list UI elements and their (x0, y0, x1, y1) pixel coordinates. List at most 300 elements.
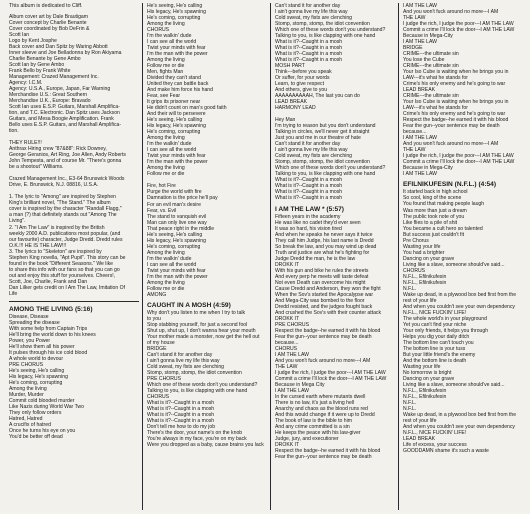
text-line: It grips its prisoner near (147, 99, 201, 106)
text-line: Follow me or die (147, 171, 185, 178)
text-line: I'm trying to reason but you don't understand (275, 123, 376, 130)
divider (9, 301, 139, 302)
text-line: And every perp he meets will taste defeat (275, 273, 369, 280)
text-line: But success just couldn't fit (403, 231, 464, 238)
text-line: Helps you dig your daily ditch (403, 333, 470, 340)
text-line: It pulses through his ice cold blood (9, 349, 88, 356)
text-line: Cold sweat, my fists are clenching (147, 363, 225, 370)
text-line: I judge the rich, I judge the poor---I AM THE LAW (403, 153, 514, 160)
text-line: Anarchy and chaos as the blood runs red (275, 406, 368, 412)
text-line: Dredd resisted, and the judges fought back (275, 303, 373, 310)
text-line: Stomp, stomp, stomp, the idiot convention (147, 369, 242, 376)
text-line: Anthrax Hiring crew "87&88": Rick Downey, (9, 146, 107, 153)
text-line: 1. The lyric to "Among" are inspired by Stephen (9, 194, 116, 201)
text-line: What is it?--Caught in a mosh (147, 418, 215, 425)
text-line: DROKK IT (275, 315, 300, 322)
lyrics-block (403, 189, 523, 454)
text-line: THEY RULE!!! (9, 140, 42, 147)
text-line: Twist your minds with fear (147, 267, 206, 274)
text-line: The public took note of you (403, 213, 465, 220)
text-line: Crime's his only enemy and he's going to war (403, 111, 506, 118)
text-line: Hey Man (275, 117, 296, 124)
text-line: LAW---it's what he stands for (403, 105, 468, 112)
text-line: I'm the walkin' dude (147, 255, 192, 262)
text-line: Why don't you listen to me when I try to talk (147, 309, 246, 316)
text-line: AAAAAAAAAAH, The last you can do (275, 93, 360, 100)
text-line: found in the book "Different Seasons." We like (9, 260, 113, 267)
text-line: I ain't gonna live my life this way (147, 357, 220, 364)
text-line: Which one of these words don't you understand? (275, 27, 386, 34)
text-line: I AM THE LAW (403, 171, 437, 178)
text-line: Management: Crazed Management Inc. (9, 74, 99, 81)
text-line: N.F.L., Efilnikufesin (403, 279, 447, 286)
text-line: But your little friend's the enemy (403, 351, 476, 358)
text-line: I ain't gonna live my life this way (275, 147, 348, 154)
text-line: Album cover art by Dale Brautigam (9, 14, 88, 20)
text-line: Stop stabbing yourself, for just a second fool (147, 321, 248, 328)
text-line: With his gun and bike he rules the streets (275, 267, 369, 274)
text-line: Dan Lilker gets credit on I Am The Law, Imitation Of (9, 284, 125, 291)
text-line: And Mega-City was bombed to the floor (275, 297, 365, 304)
text-line: I can see all the world (147, 261, 197, 268)
text-line: Among the living (147, 21, 185, 28)
text-line: He's seeing, He's calling (9, 367, 65, 374)
text-line: Wasting your life (403, 363, 441, 370)
text-line: I judge the rich, I judge the poor---I AM THE LAW (403, 21, 514, 28)
text-line: N.F.L., Efilnikufesin (403, 393, 447, 400)
text-line: Follow me or die (147, 63, 185, 70)
text-line: Crazed Management Inc., E3-64 Brunswick Woods (9, 176, 125, 183)
text-line: The book of law is the bible to him (275, 418, 353, 425)
song-title: CAUGHT IN A MOSH (4:59) (147, 301, 231, 309)
text-line: Cover concept by Charlie Benante (9, 20, 87, 27)
text-line: What is it?--Caught in a mosh (275, 45, 343, 52)
text-line: Man can only live one way (147, 219, 207, 226)
text-line: CHORUS (403, 267, 426, 274)
text-line: Frank Bello by Frank White (9, 68, 71, 75)
text-line: Wasting your life (403, 243, 441, 250)
text-line: HARMONY LEAD (275, 105, 316, 112)
text-line: CRIME---the ultimate sin (403, 51, 459, 58)
text-line: BRIDGE (147, 345, 167, 352)
text-line: They only follow orders (9, 409, 62, 416)
text-line: In the cursed earth where mutants dwell (275, 393, 366, 400)
text-line: Truth and justice are what he's fighting for (275, 249, 370, 256)
text-line: Or suffer, for your words (275, 75, 330, 82)
text-line: Damnation is the price he'll pay (147, 195, 218, 202)
text-line: because... (275, 339, 299, 346)
text-line: You found that making people laugh (403, 201, 485, 208)
text-line: Commit a crime I'll lock the door---I AM THE LAW (403, 27, 515, 34)
text-line: Judge Dredd the man, he is the law (275, 255, 356, 262)
text-line: CRIME---the ultimate sin (403, 63, 459, 70)
text-line: What is it?--Caught in a mosh (275, 195, 343, 202)
text-line: A whole world to devour (9, 355, 64, 362)
text-line: Shut up, shut up, I don't wanna hear your mouth (147, 327, 256, 334)
text-line: Merchandise U.K., Europe: Bravado (9, 98, 91, 105)
text-line: And make him force his hand (147, 87, 213, 94)
text-line: Like flies to a pile of shit (403, 219, 458, 226)
text-line: LEAD BREAK (275, 99, 307, 106)
text-line: You'd be better off dead (9, 434, 63, 440)
text-line: United they can battle back (147, 81, 209, 88)
text-line: Living like a slave, someone should've said... (403, 261, 505, 268)
text-line: Drive, E. Brunswick, N.J. 08816, U.S.A. (9, 182, 99, 189)
text-line: Not even Death can overcome his might (275, 279, 366, 286)
text-line: Fifteen years in the academy (275, 213, 341, 220)
text-line: What is it?--Caught in a mosh (147, 406, 215, 412)
text-line: Your Iso Cube is waiting when he brings you in (403, 69, 509, 76)
text-line: a man (?) that definitely stands out "Among The (9, 212, 117, 219)
text-line: of my house (147, 339, 175, 346)
text-line: And you won't fuck around no more---I AM (403, 9, 499, 16)
text-line: Judge, jury, and executioner (275, 436, 339, 443)
text-line: N.F.L., Efilnikufesin (403, 273, 447, 280)
text-line: That peace right in the middle (147, 225, 215, 232)
text-line: I AM THE LAW (275, 387, 309, 394)
text-line: Respect the badge--he earned it with his blood (403, 117, 509, 124)
text-line: He'll show them all his power (9, 343, 75, 350)
lyrics-block (147, 3, 267, 298)
text-line: There's the door, your name's on the knob (147, 430, 243, 437)
text-line: LEAD BREAK (403, 436, 435, 443)
text-line: He was like no cadet they'd ever seen (275, 219, 361, 226)
text-line: Among the living (147, 165, 185, 172)
text-line: I'm the man with the power (147, 273, 208, 280)
text-line: For an evil man's desire (147, 201, 201, 208)
text-line: He keeps the peace with his law-giver (275, 430, 361, 437)
text-line: Disease, Disease (9, 313, 49, 320)
text-line: Guitars, and Mesa Boogie Amplification. Frank (9, 116, 114, 123)
text-line: Respect the badge--he earned it with his blood (275, 448, 381, 455)
text-line: It was so hard, his vision tired (275, 225, 342, 232)
column-4 (398, 3, 526, 510)
text-line: Cold sweat, my fists are clenching (275, 15, 353, 22)
column-3 (270, 3, 398, 510)
text-line: Fear the gun--your sentence may be death (275, 333, 372, 340)
text-line: And others, give to you (275, 87, 328, 94)
text-line: With some help from Captain Trips (9, 325, 88, 332)
text-line: tion. (9, 128, 19, 135)
text-line: Scott Ian by Gene Ambo (9, 62, 65, 69)
text-line: Because in Mega-City (403, 165, 453, 172)
text-line: Power, you Power (9, 337, 51, 344)
text-line: Among the living (147, 57, 185, 64)
text-line: O.K.!!! HE IS THE LAW!!! (9, 242, 67, 249)
text-line: He didn't count on man's good faith (147, 105, 227, 112)
text-line: Fear, see Fear (147, 93, 181, 100)
text-line: Can't stand it for another day (147, 351, 213, 358)
text-line: He's coming, corrupting (147, 243, 201, 250)
text-line: be a shootout" Williams. (9, 164, 64, 171)
text-line: 3. The lyrics to "Skeleton" are inspired by (9, 248, 102, 255)
text-line: 2. "I Am The Law" is inspired by the British (9, 224, 105, 231)
text-line: CHORUS (275, 345, 298, 352)
text-line: What is it?--Caught in a mosh (275, 51, 343, 58)
text-line: You lose the Cube (403, 57, 445, 64)
text-line: The whole world's in your playground (403, 315, 487, 322)
text-line: And when you couldn't see your own dependency (403, 424, 515, 431)
text-line: Logo by Kent Josphe (9, 38, 57, 45)
text-line: Stephen King novella, "Apt Pupil". This story can be (9, 254, 126, 261)
text-line: Talking to you, is like clapping with one hand (275, 33, 376, 40)
text-line: He's coming, corrupting (147, 15, 201, 22)
text-line: What is it?--Caught in a mosh (275, 189, 343, 196)
text-line: Agency: U.S.A., Europe, Japan, Far Warning (9, 86, 111, 93)
text-line: GOODDAMN shame it's such a waste (403, 448, 489, 455)
text-line: He'll bring the world down to his knees (9, 331, 96, 338)
text-line: You became a cult hero so talented (403, 225, 483, 232)
text-line: weekly 2000 A.D. publications most popular, (and (9, 230, 121, 237)
text-line: John Tempesta, and of course Mr. "There's gonna (9, 158, 122, 165)
text-line: I ain't gonna live my life this way (275, 9, 348, 16)
text-line: And when you couldn't see your own dependency (403, 303, 515, 310)
text-line: I AM THE LAW (403, 3, 437, 9)
text-line: Merchandise U.S.: Great Southern (9, 92, 88, 99)
lyrics-block (147, 310, 267, 448)
text-line: Which one of these words don't you understand? (147, 381, 258, 388)
text-line: Twist your minds with fear (147, 45, 206, 52)
text-line: His legacy, He's spawning (147, 123, 206, 130)
text-line: Like Nazis during World War Two (9, 403, 84, 410)
text-line: I'm the man with the power (147, 159, 208, 166)
text-line: There is no law, it's just a living hell (275, 399, 355, 406)
text-line: His legacy, He's spawning (147, 237, 206, 244)
text-line: rest of your life (403, 418, 437, 425)
text-line: He's seeing, He's calling (147, 3, 203, 9)
text-line: LEAD BREAK (403, 87, 435, 94)
text-line: Spreading the disease (9, 319, 60, 326)
text-line: Were you dropped as a baby, cause brains you lack (147, 442, 264, 449)
text-line: And you won't fuck around no more---I AM (275, 357, 371, 364)
text-line: THE LAW (403, 147, 426, 154)
text-line: Fire, hot Fire (147, 183, 176, 190)
text-line: AMONG (147, 291, 167, 298)
text-line: Your only friends, it helps you through (403, 327, 489, 334)
text-line: Scott, Joe, Charlie, Frank and Dan (9, 278, 88, 285)
text-line: DROKK IT (275, 442, 300, 449)
text-line: It started back in high school (403, 189, 468, 196)
text-line: And their will to persevere (147, 111, 206, 118)
text-line: What is it?--Caught in a mosh (275, 183, 343, 190)
text-line: Cover coordinated by Bob DeFrin & (9, 26, 90, 33)
text-line: out and enjoy this stuff for yourselves. Cheers!, (9, 272, 116, 279)
text-line: Hatred, Hatred (9, 415, 43, 422)
text-line: Learn, to give respect (275, 81, 324, 88)
text-line: And you won't fuck around no more---I AM (403, 141, 499, 148)
text-line: Agency: I.C.M. (9, 80, 43, 87)
lyrics-block (403, 3, 523, 177)
text-line: Crime's his only enemy and he's going to war (403, 81, 506, 88)
text-line: And this would change if it were up to Dredd (275, 412, 375, 419)
text-line: Once he turns his eye on you (9, 427, 76, 434)
text-line: Twist your minds with fear (147, 153, 206, 160)
text-line: I AM THE LAW (403, 135, 437, 142)
text-line: No tomorrow is bright (403, 369, 452, 376)
text-line: Fear the gun--your sentence may be death (275, 454, 372, 461)
text-line: to share this info with our fans so that you can go (9, 266, 120, 273)
text-line: N.F.L. (403, 400, 417, 406)
text-line: He's seeing, He's calling (147, 231, 203, 238)
text-line: LAW---it's what he stands for (403, 75, 468, 82)
text-line: George Geranios, Art Ring, Joe Allen, Andy Roberts (9, 152, 126, 159)
text-line: Which one of these words don't you understand? (275, 165, 386, 172)
text-line: Life of excess, your success (403, 442, 467, 449)
text-line: Among the living (9, 385, 47, 392)
text-line: He's seeing, He's calling (147, 117, 203, 124)
text-line: Follow me or die (147, 285, 185, 292)
text-line: I can see all the world (147, 147, 197, 154)
lyrics-block (9, 314, 139, 440)
text-line: Commit a crime I'll lock the door---I AM THE LAW (275, 375, 387, 382)
text-line: Living". (9, 218, 26, 225)
text-line: I'm the man with the power (147, 51, 208, 58)
text-line: Charlie Benante by Gene Ambo (9, 56, 81, 63)
text-line: Bello uses E.S.P. Guitars, and Marshall Amplifica- (9, 122, 122, 129)
text-line: N.F.L., Efilnikufesin (403, 387, 447, 394)
text-line: He's coming, corrupting (9, 379, 63, 386)
text-line: Among the living (147, 135, 185, 142)
text-line: Among the living (147, 249, 185, 256)
text-line: Divided they can't stand (147, 75, 201, 82)
text-line: What is it?--Caught in a mosh (275, 57, 343, 64)
text-line: Cause Dredd and Anderson, they won the fight (275, 285, 381, 292)
text-line: Among the living (147, 279, 185, 286)
text-line: Life (9, 290, 18, 297)
text-line: What is it?--Caught in a mosh (147, 399, 215, 406)
text-line: Don't tell me how to do my job (147, 424, 216, 431)
text-line: Dancing on your grave (403, 255, 455, 262)
text-line: They call him Judge, his last name is Dredd (275, 237, 374, 244)
text-line: Men, fights Man (147, 69, 184, 76)
text-line: So break the law, and you may wind up dead (275, 243, 377, 250)
text-line: N.F.L., NICE FUCKIN' LIFE! (403, 430, 467, 437)
text-line: Can't stand it for another day (275, 141, 341, 148)
text-line: So cool, king of the scene (403, 195, 462, 202)
text-line: MOSH PART (275, 63, 305, 70)
text-line: I AM THE LAW (275, 351, 309, 358)
text-line: Because in Mega City (275, 381, 325, 388)
text-line: Wake up dead, in a plywood box bed first from the (403, 412, 517, 419)
text-line: Purge the world with fire (147, 189, 202, 196)
text-line: Murder, Murder (9, 391, 44, 398)
text-line: Wake up dead, in a plywood box bed first from the (403, 291, 517, 298)
text-line: When the Sov's started the Apocalypse war (275, 291, 374, 298)
text-line: You're always in my face, you're on my back (147, 436, 247, 443)
text-line: What is it?--Caught in a mosh (147, 412, 215, 419)
text-line: Talking in circles, we'll never get it straight (275, 129, 370, 136)
text-line: What is it?--Caught in a mosh (275, 177, 343, 184)
text-line: Your Iso Cube is waiting when he brings you in (403, 99, 509, 106)
text-line: Can't stand it for another day (275, 3, 341, 9)
dedication: This album is dedicated to Cliff. (9, 3, 83, 9)
text-line: Scott Ian uses E.S.P. Guitars, Marshall Amplifica- (9, 104, 120, 111)
text-line: Because in Mega-City (403, 33, 453, 40)
song-title: I AM THE LAW * (5:57) (275, 205, 344, 213)
text-line: N.F.L., NICE FUCKIN' LIFE! (403, 309, 467, 316)
text-line: The bottom line can't touch you (403, 339, 474, 346)
text-line: Your mother made a monster, now get the hell out (147, 333, 260, 340)
text-line: The bottom line is your tuss (403, 345, 466, 352)
lyrics-block (275, 3, 395, 202)
text-line: PRE CHORUS (275, 321, 309, 328)
song-title: EFILNIKUFESIN (N.F.L.) (4:54) (403, 181, 497, 189)
text-line: Just you and me in our theatre of hate (275, 135, 361, 142)
column-1 (5, 3, 142, 510)
text-line: to you (147, 315, 161, 322)
text-line: His legacy, He's spawning (9, 373, 68, 380)
text-line: cover is inspired by the character "Randall Flagg," (9, 206, 122, 213)
text-line: Commit cold blooded murder (9, 397, 75, 404)
text-line: tion, and T.C. Electronic. Dan Spitz uses Jackson (9, 110, 120, 117)
text-line: What is it?--Caught in a mosh (275, 39, 343, 46)
column-2 (142, 3, 270, 510)
text-line: because... (403, 129, 427, 136)
text-line: And the bottom line is death (403, 357, 467, 364)
text-line: And crushed the Sov's with their counter attack (275, 309, 382, 316)
text-line: Think---before you speak (275, 69, 332, 76)
text-line: Cold sweat, my fists are clenching (275, 153, 353, 160)
text-line: I AM THE LAW (403, 39, 437, 46)
text-line: CHORUS (147, 27, 170, 34)
text-line: Stomp, stomp, stomp, the idiot convention (275, 159, 370, 166)
text-line: Pre Chorus (403, 237, 429, 244)
text-line: PRE CHORUS (9, 361, 43, 368)
text-line: Talking to you, is like clapping with one hand (275, 171, 376, 178)
text-line: CRIME---the ultimate sin (403, 93, 459, 100)
text-line: PRE CHORUS (147, 375, 181, 382)
text-line: Commit a crime I'll lock the door---I AM THE LAW (403, 159, 515, 166)
text-line: I'm the walkin' dude (147, 141, 192, 148)
text-line: N.F.L. (403, 406, 417, 413)
text-line: THE LAW (275, 363, 298, 370)
text-line: Back cover and Dan Spitz by Waring Abbott (9, 44, 108, 51)
text-line: Inner sleeve and Joe Belladonna by Ron Akiyama (9, 50, 122, 57)
text-line: And when he speaks he never says it twice (275, 231, 373, 238)
text-line: I'm the walkin' dude (147, 33, 192, 40)
text-line: The stand to vanquish evil (147, 213, 207, 220)
text-line: Stomp, stomp, stomp, the idiot convention (275, 21, 370, 28)
text-line: THE LAW (403, 15, 426, 22)
text-line: He's coming, corrupting (147, 129, 201, 136)
text-line: You had a brighter (403, 249, 445, 256)
text-line: Dancing on your grave (403, 375, 455, 382)
text-line: His legacy, He's spawning (147, 9, 206, 16)
text-line: A crucifix of hatred (9, 421, 51, 428)
text-line: Living like a slave, someone should've said... (403, 381, 505, 388)
text-line: BRIDGE (403, 45, 423, 52)
text-line: Respect the badge--he earned it with his blood (275, 327, 381, 334)
song-title: AMONG THE LIVING (5:16) (9, 305, 93, 313)
lyrics-block (275, 214, 395, 461)
text-line: our favourite) character, Judge Dredd. Dredd rules (9, 236, 123, 243)
text-line: DROKK IT (275, 261, 300, 268)
text-line: And any crime committed is a sin (275, 424, 350, 431)
text-line: King's brilliant novel, "The Stand." The album (9, 200, 111, 207)
credits-block (9, 14, 139, 297)
text-line: N.F.L. (403, 285, 417, 292)
text-line: Fear the gun--your sentence may be death (403, 123, 500, 130)
text-line: Was more than just a dream (403, 207, 467, 214)
text-line: Scott Ian (9, 32, 30, 39)
text-line: I judge the rich, I judge the poor---I AM THE LAW (275, 369, 386, 376)
text-line: rest of your life (403, 297, 437, 304)
text-line: Talking to you, is like clapping with one hand (147, 387, 248, 394)
text-line: Fear, vs. Evil (147, 207, 177, 214)
text-line: I can see all the world (147, 39, 197, 46)
text-line: CHORUS (147, 393, 170, 400)
text-line: Yet you can't find your niche (403, 321, 467, 328)
